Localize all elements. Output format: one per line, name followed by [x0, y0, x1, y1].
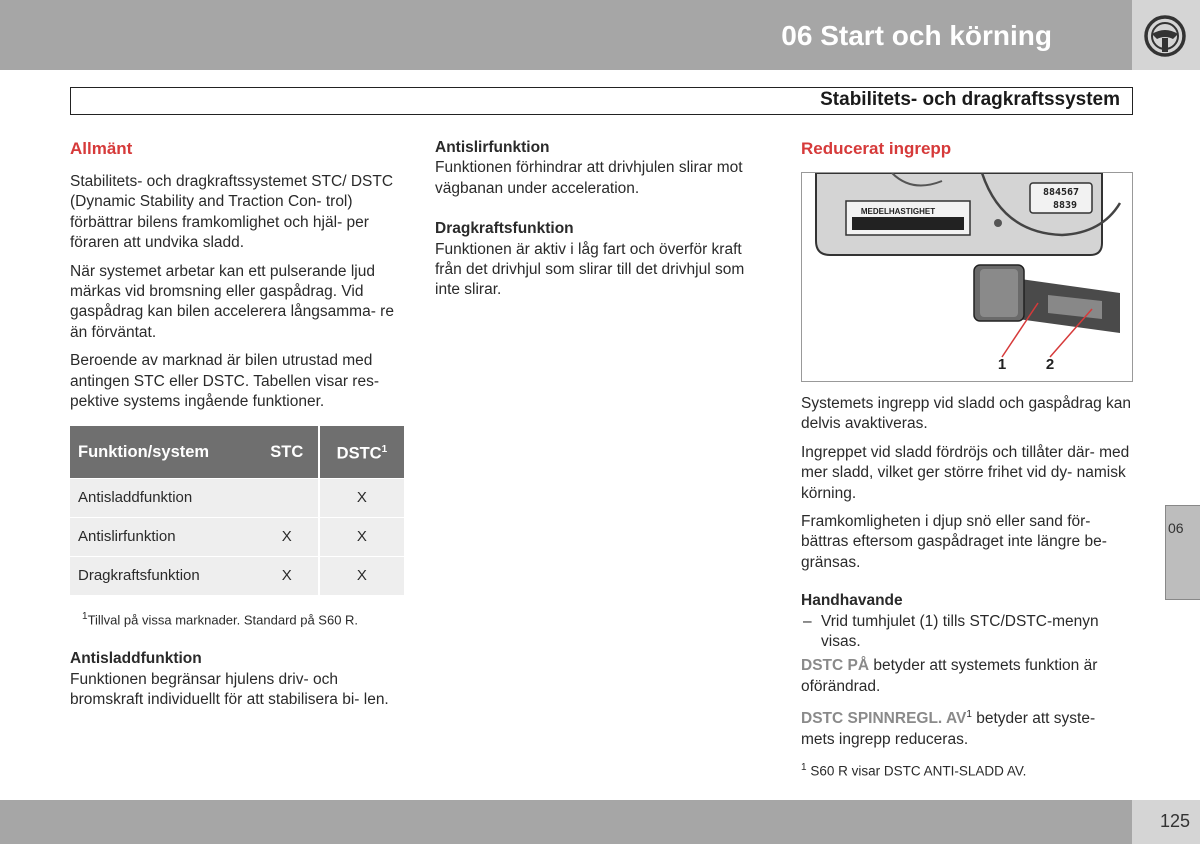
paragraph-text: betyder att systemets funktion är oförändrad. [801, 657, 1098, 695]
spacer [801, 581, 1131, 591]
paragraph: Framkomligheten i djup snö eller sand för- bättras eftersom gaspådraget inte längre be- gränsas. [801, 513, 1107, 571]
footnote-mark: 1 [82, 611, 88, 623]
dashboard-figure [801, 172, 1133, 382]
page-number: 125 [1159, 811, 1190, 831]
footnote-mark: 1 [801, 762, 807, 774]
table-cell: X [256, 517, 319, 556]
paragraph: Stabilitets- och dragkraftssystemet STC/ DSTC (Dynamic Stability and Traction Con- trol) förbättrar bilens framkomlighet och hjäl- per föraren att undvika sladd. [70, 173, 394, 252]
heading-reducerat: Reducerat ingrepp [801, 139, 952, 158]
list-text: Vrid tumhjulet (1) tills STC/DSTC-menyn visas. [821, 612, 1099, 651]
table-row [70, 478, 404, 517]
list-item [801, 612, 1131, 653]
footnote-text: S60 R visar DSTC ANTI-SLADD AV. [810, 763, 1027, 779]
paragraph: Systemets ingrepp vid sladd och gaspådrag kan delvis avaktiveras. [801, 395, 1132, 433]
table-cell: Antisladdfunktion [70, 478, 256, 517]
steering-wheel-icon [1143, 14, 1187, 58]
table-header-row [70, 426, 404, 478]
subheading: Antisladdfunktion [70, 650, 202, 668]
chapter-icon-box [1132, 0, 1200, 70]
paragraph-text: betyder att syste- mets ingrepp reduceras. [801, 710, 1096, 748]
footnote [801, 758, 1131, 782]
paragraph: Ingreppet vid sladd fördröjs och tillåter där- med mer sladd, vilket ger större frihet vid dy- namisk körning. [801, 443, 1130, 502]
footnote-mark: 1 [381, 444, 388, 456]
list-dash: – [803, 612, 812, 630]
paragraph: När systemet arbetar kan ett pulserande ljud märkas vid bromsning eller gaspådrag. Vid gaspådrag kan bilen accelerera långsamma- re än förväntat. [70, 262, 394, 341]
column-3 [801, 138, 1131, 782]
subheading: Dragkraftsfunktion [435, 220, 574, 238]
paragraph [801, 705, 1131, 750]
table-cell: X [256, 556, 319, 595]
column-header [319, 426, 404, 478]
column-header: STC [256, 426, 319, 478]
column-2 [435, 138, 770, 309]
chapter-title: 06 Start och körning [781, 20, 1052, 51]
section-title: Stabilitets- och dragkraftssystem [820, 89, 1120, 110]
page-number-box [1132, 800, 1200, 844]
heading-allmant: Allmänt [70, 139, 133, 158]
table-row [70, 517, 404, 556]
paragraph: Beroende av marknad är bilen utrustad med antingen STC eller DSTC. Tabellen visar res- pektive systems ingående funktioner. [70, 352, 379, 411]
subheading: Antislirfunktion [435, 139, 550, 156]
table-cell: Antislirfunktion [70, 517, 256, 556]
display-text: MEDELHASTIGHET [860, 207, 936, 216]
spacer [70, 631, 400, 649]
subheading: Handhavande [801, 592, 903, 610]
section-title-box [70, 87, 1133, 115]
footer-bar [0, 800, 1132, 844]
callout-1: 1 [997, 356, 1007, 373]
column-header-label: DSTC [336, 444, 382, 463]
table-cell: Dragkraftsfunktion [70, 556, 256, 595]
spacer [435, 207, 770, 219]
paragraph: Funktionen är aktiv i låg fart och överför kraft från det drivhjul som slirar till det drivhjul som inte slirar. [435, 240, 745, 299]
menu-label-on: DSTC PÅ [801, 657, 870, 675]
table-row [70, 556, 404, 595]
side-tab-label: 06 [1168, 520, 1184, 536]
column-1 [70, 138, 400, 718]
callout-2: 2 [1045, 356, 1055, 373]
table-cell: X [319, 478, 404, 517]
table-cell [256, 478, 319, 517]
table-cell: X [319, 556, 404, 595]
header-bar [0, 0, 1132, 70]
menu-label-off: DSTC SPINNREGL. AV [801, 710, 967, 728]
column-header: Funktion/system [70, 426, 256, 478]
footnote-text: Tillval på vissa marknader. Standard på S60 R. [87, 612, 359, 628]
footnote-mark: 1 [966, 709, 972, 721]
paragraph: Funktionen förhindrar att drivhjulen slirar mot vägbanan under acceleration. [435, 159, 743, 197]
dashboard-illustration [802, 173, 1132, 381]
function-table [70, 426, 404, 595]
odometer-value: 884567 [1042, 187, 1080, 198]
paragraph [801, 656, 1131, 697]
trip-value: 8839 [1052, 200, 1078, 211]
chapter-side-tab [1165, 505, 1200, 600]
table-footnote [82, 607, 400, 631]
paragraph: Funktionen begränsar hjulens driv- och bromskraft individuellt för att stabilisera bi- len. [70, 670, 389, 709]
table-cell: X [319, 517, 404, 556]
